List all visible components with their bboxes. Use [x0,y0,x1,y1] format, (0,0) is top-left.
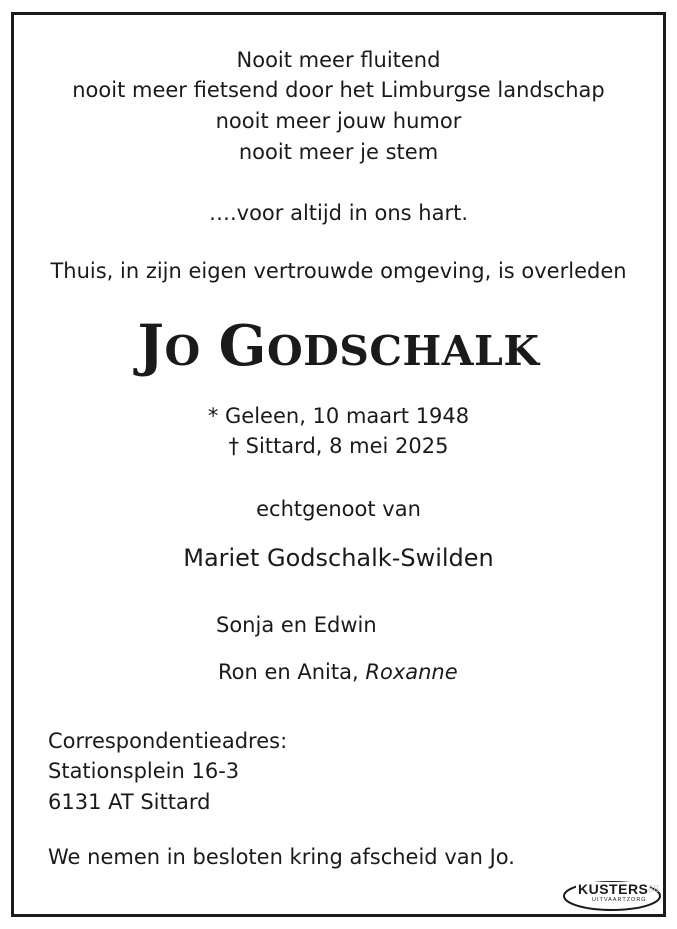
farewell-text: We nemen in besloten kring afscheid van Jo. [48,845,515,869]
spouse-label: echtgenoot van [256,497,421,521]
correspondence-street: Stationsplein 16-3 [48,759,240,783]
birth-info: * Geleen, 10 maart 1948 [207,404,470,428]
poem-line-3: nooit meer jouw humor [215,109,462,133]
correspondence-city: 6131 AT Sittard [48,790,211,814]
poem-line-2: nooit meer fietsend door het Limburgse landschap [72,78,605,102]
logo-brand: KUSTERS [578,881,649,897]
last-name-rest: ODSCHALK [267,327,540,375]
last-initial: G [218,313,267,379]
spouse-name: Mariet Godschalk-Swilden [183,544,494,572]
heart-line: ….voor altijd in ons hart. [208,201,469,225]
watermark-digits: 88 [648,884,660,895]
correspondence-label: Correspondentieadres: [48,729,288,753]
grandchild-name: Roxanne [365,660,458,684]
poem-line-1: Nooit meer fluitend [236,48,441,72]
poem-line-4: nooit meer je stem [238,140,439,164]
deceased-name [0,314,677,392]
intro-text: Thuis, in zijn eigen vertrouwde omgeving, is overleden [50,259,627,283]
logo-tagline: UITVAARTZORG [592,897,647,903]
death-info: † Sittard, 8 mei 2025 [228,434,449,458]
first-name-rest: O [164,327,201,375]
first-initial: J [137,313,165,379]
family-line-1: Sonja en Edwin [216,613,377,637]
family-line-2-names: Ron en Anita, [218,660,359,684]
kusters-logo [562,876,666,916]
family-line-2 [218,658,458,686]
